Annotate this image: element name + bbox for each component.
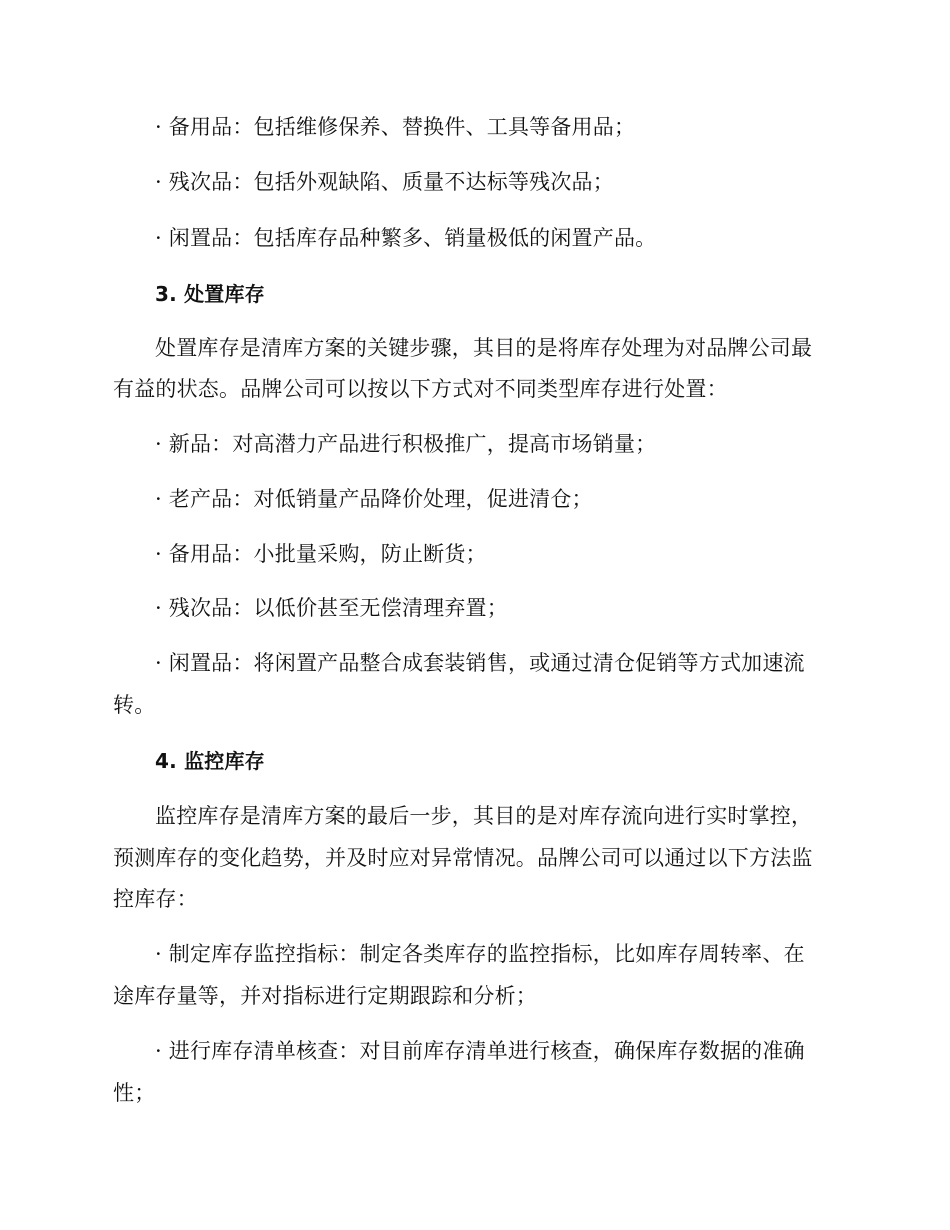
bullet-monitoring-metrics-line-2: 途库存量等，并对指标进行定期跟踪和分析； (113, 984, 537, 1008)
section-4-heading: 4. 监控库存 (155, 749, 265, 773)
section-3-paragraph-line-1: 处置库存是清库方案的关键步骤，其目的是将库存处理为对品牌公司最 (155, 336, 813, 360)
bullet-defective-disposal: · 残次品：以低价甚至无偿清理弃置； (155, 596, 508, 620)
bullet-idle-goods: · 闲置品：包括库存品种繁多、销量极低的闲置产品。 (155, 226, 657, 250)
bullet-idle-bundling-line-2: 转。 (113, 693, 156, 717)
section-4-paragraph-line-1: 监控库存是清库方案的最后一步，其目的是对库存流向进行实时掌控， (155, 804, 813, 828)
bullet-defective-goods: · 残次品：包括外观缺陷、质量不达标等残次品； (155, 170, 614, 194)
bullet-spare-procurement: · 备用品：小批量采购，防止断货； (155, 542, 487, 566)
bullet-idle-bundling-line-1: · 闲置品：将闲置产品整合成套装销售，或通过清仓促销等方式加速流 (155, 651, 805, 675)
bullet-inventory-check-line-2: 性； (113, 1081, 156, 1105)
bullet-old-products: · 老产品：对低销量产品降价处理，促进清仓； (155, 487, 593, 511)
bullet-new-products: · 新品：对高潜力产品进行积极推广，提高市场销量； (155, 432, 657, 456)
bullet-inventory-check-line-1: · 进行库存清单核查：对目前库存清单进行核查，确保库存数据的准确 (155, 1039, 805, 1063)
bullet-spare-parts: · 备用品：包括维修保养、替换件、工具等备用品； (155, 115, 636, 139)
section-4-paragraph-line-3: 控库存： (113, 887, 198, 911)
section-3-paragraph-line-2: 有益的状态。品牌公司可以按以下方式对不同类型库存进行处置： (113, 377, 728, 401)
section-4-paragraph-line-2: 预测库存的变化趋势，并及时应对异常情况。品牌公司可以通过以下方法监 (113, 846, 813, 870)
section-3-heading: 3. 处置库存 (155, 282, 265, 306)
bullet-monitoring-metrics-line-1: · 制定库存监控指标：制定各类库存的监控指标，比如库存周转率、在 (155, 942, 805, 966)
